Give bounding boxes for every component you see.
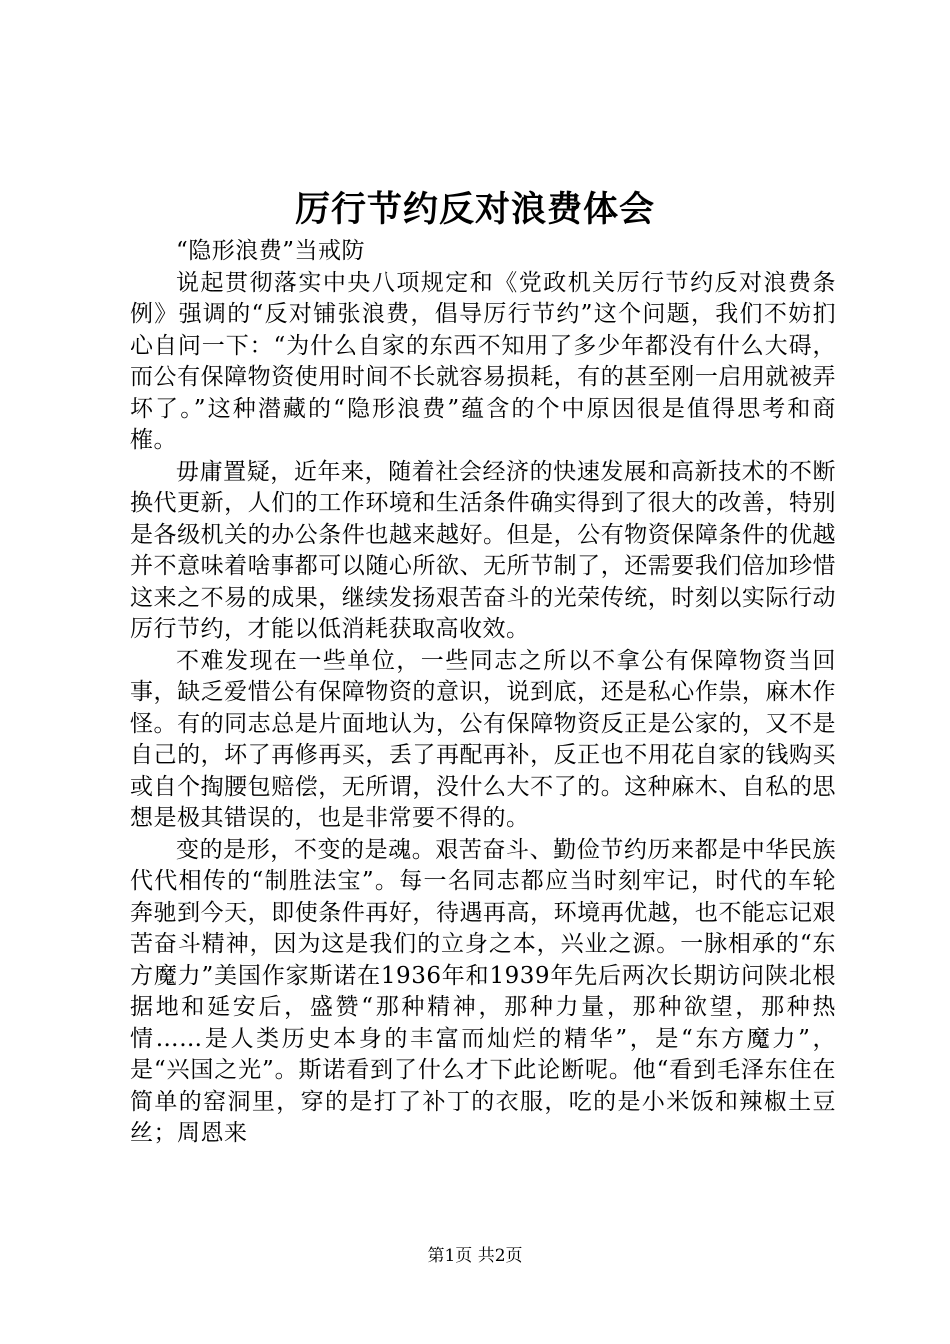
document-title: 厉行节约反对浪费体会 <box>294 189 655 230</box>
body-paragraph: 说起贯彻落实中央八项规定和《党政机关厉行节约反对浪费条例》强调的“反对铺张浪费，倡导厉行节约”这个问题，我们不妨扪心自问一下：“为什么自家的东西不知用了多少年都没有什么大碍，而公有保障物资使用时间不长就容易损耗，有的甚至刚一启用就被弄坏了。”这种潜藏的“隐形浪费”蕴含的个中原因很是值得思考和商榷。 <box>130 269 836 453</box>
document-body <box>130 236 836 1150</box>
page-number-footer: 第1页 共2页 <box>427 1246 523 1266</box>
subtitle-paragraph: “隐形浪费”当戒防 <box>176 238 366 264</box>
body-paragraph: 毋庸置疑，近年来，随着社会经济的快速发展和高新技术的不断换代更新，人们的工作环境和生活条件确实得到了很大的改善，特别是各级机关的办公条件也越来越好。但是，公有物资保障条件的优越并不意味着啥事都可以随心所欲、无所节制了，还需要我们倍加珍惜这来之不易的成果，继续发扬艰苦奋斗的光荣传统，时刻以实际行动厉行节约，才能以低消耗获取高收效。 <box>130 458 836 642</box>
body-paragraph: 变的是形，不变的是魂。艰苦奋斗、勤俭节约历来都是中华民族代代相传的“制胜法宝”。每一名同志都应当时刻牢记，时代的车轮奔驰到今天，即使条件再好，待遇再高，环境再优越，也不能忘记艰苦奋斗精神，因为这是我们的立身之本，兴业之源。一脉相承的“东方魔力”美国作家斯诺在1936年和1939年先后两次长期访问陕北根据地和延安后，盛赞“那种精神，那种力量，那种欲望，那种热情……是人类历史本身的丰富而灿烂的精华”，是“东方魔力”，是“兴国之光”。斯诺看到了什么才下此论断呢。他“看到毛泽东住在简单的窑洞里，穿的是打了补丁的衣服，吃的是小米饭和辣椒土豆丝；周恩来 <box>130 836 836 1146</box>
body-paragraph: 不难发现在一些单位，一些同志之所以不拿公有保障物资当回事，缺乏爱惜公有保障物资的意识，说到底，还是私心作祟，麻木作怪。有的同志总是片面地认为，公有保障物资反正是公家的，又不是自己的，坏了再修再买，丢了再配再补，反正也不用花自家的钱购买或自个掏腰包赔偿，无所谓，没什么大不了的。这种麻木、自私的思想是极其错误的，也是非常要不得的。 <box>130 647 836 831</box>
